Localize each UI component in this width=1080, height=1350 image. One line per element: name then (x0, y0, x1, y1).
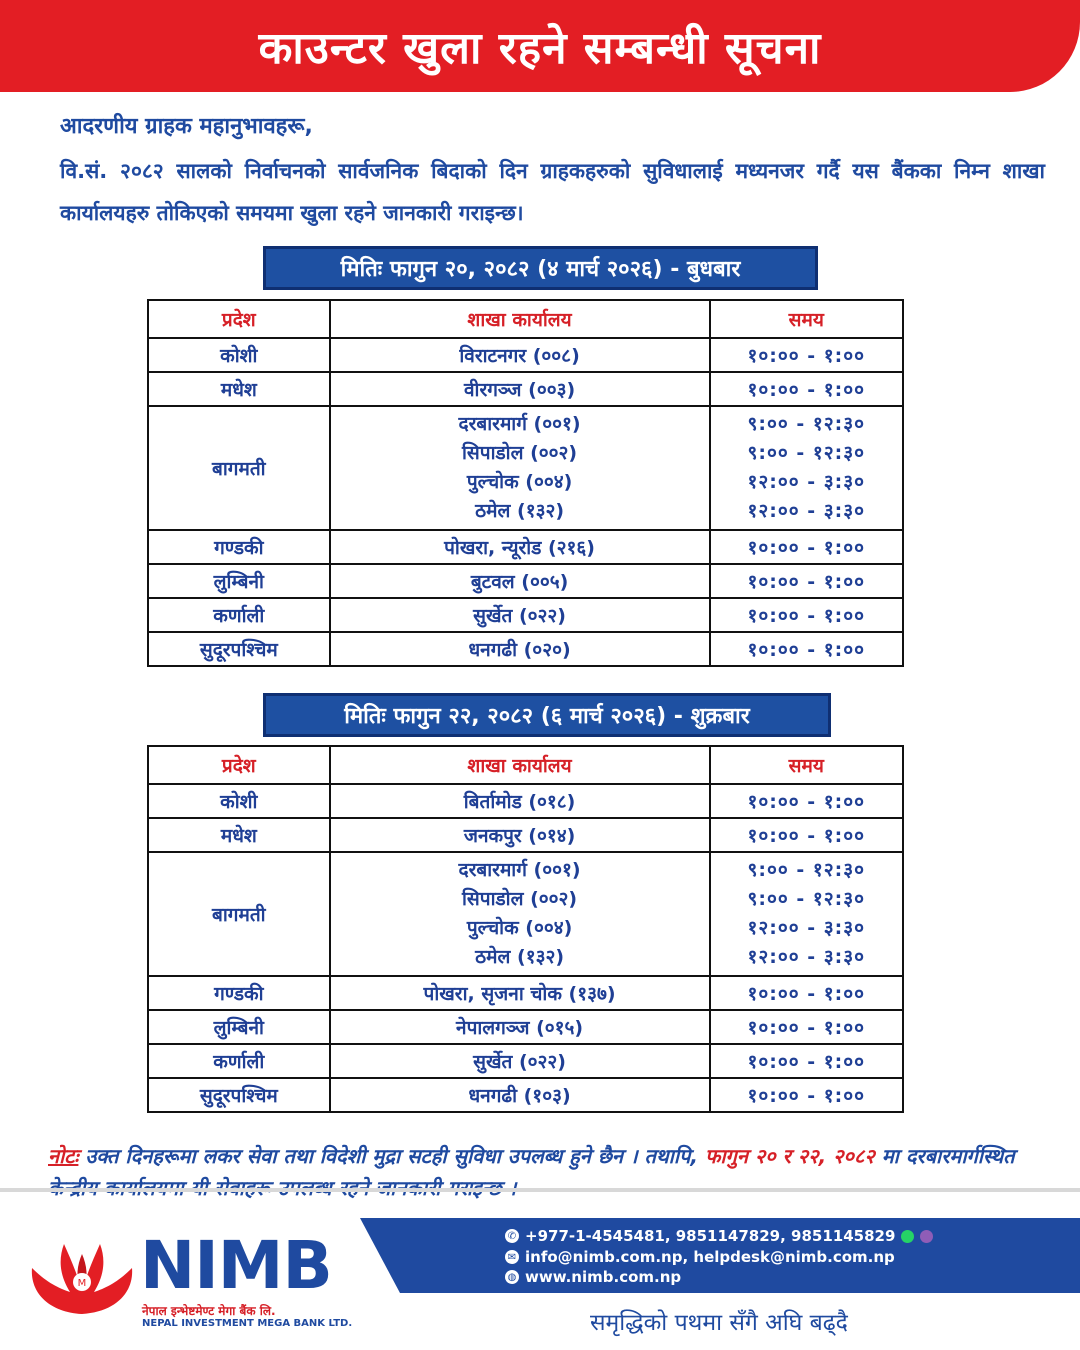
branch-header: शाखा कार्यालय (330, 300, 710, 338)
email-icon: ✉ (505, 1250, 519, 1264)
time-line: १२:०० - ३:३० (747, 917, 865, 939)
contact-phone (505, 1227, 933, 1245)
table-row (148, 1044, 903, 1078)
slogan: समृद्धिको पथमा सँगै अघि बढ्दै (590, 1310, 848, 1336)
table-row (148, 598, 903, 632)
branch-cell: वीरगञ्ज (००३) (330, 372, 710, 406)
note-text-1: उक्त दिनहरूमा लकर सेवा तथा विदेशी मुद्रा सटही सुविधा उपलब्ध हुने छैन । तथापि, (78, 1144, 705, 1168)
branch-line: पुल्चोक (००४) (466, 917, 573, 939)
branch-line: दरबारमार्ग (००१) (458, 413, 581, 435)
branch-cell: पोखरा, न्यूरोड (२१६) (330, 530, 710, 564)
time-line: ९:०० - १२:३० (747, 888, 865, 910)
province-cell: लुम्बिनी (148, 1010, 330, 1044)
header-banner (0, 0, 1080, 92)
branch-cell: सुर्खेत (०२२) (330, 598, 710, 632)
contact-email (505, 1248, 895, 1266)
time-cell: १०:०० - १:०० (710, 976, 904, 1010)
date-badge-2: मितिः फागुन २२, २०८२ (६ मार्च २०२६) - शुक्रबार (263, 693, 831, 737)
province-header: प्रदेश (148, 300, 330, 338)
branch-line: सिपाडोल (००२) (462, 442, 578, 464)
province-cell: कोशी (148, 338, 330, 372)
time-line: १२:०० - ३:३० (747, 500, 865, 522)
table-row (148, 976, 903, 1010)
whatsapp-icon (901, 1230, 914, 1243)
branch-cell: बिर्तामोड (०१८) (330, 784, 710, 818)
province-cell: कर्णाली (148, 1044, 330, 1078)
branch-line: सिपाडोल (००२) (462, 888, 578, 910)
branch-cell: विराटनगर (००८) (330, 338, 710, 372)
time-line: ९:०० - १२:३० (747, 413, 865, 435)
note-label: नोटः (48, 1144, 79, 1168)
province-cell: गण्डकी (148, 530, 330, 564)
time-cell: १०:०० - १:०० (710, 564, 904, 598)
schedule-table-1 (147, 299, 904, 667)
table-row (148, 530, 903, 564)
province-cell: मधेश (148, 372, 330, 406)
branch-cell: धनगढी (०२०) (330, 632, 710, 666)
viber-icon (920, 1230, 933, 1243)
table-row (148, 632, 903, 666)
province-header: प्रदेश (148, 746, 330, 784)
branch-cell: नेपालगञ्ज (०१५) (330, 1010, 710, 1044)
time-header: समय (710, 300, 904, 338)
time-line: ९:०० - १२:३० (747, 859, 865, 881)
time-cell: १०:०० - १:०० (710, 1010, 904, 1044)
note (48, 1140, 1048, 1204)
logo-name-nepali: नेपाल इन्भेष्टमेण्ट मेगा बैंक लि. (142, 1304, 276, 1318)
email-text[interactable]: info@nimb.com.np, helpdesk@nimb.com.np (525, 1248, 895, 1266)
contact-web (505, 1268, 681, 1286)
globe-icon: ◍ (505, 1270, 519, 1284)
time-cell: १०:०० - १:०० (710, 372, 904, 406)
time-cell: १०:०० - १:०० (710, 530, 904, 564)
branch-line: ठमेल (१३२) (475, 500, 565, 522)
note-highlight: फागुन २० र २२, २०८२ (704, 1144, 875, 1168)
date-badge-1: मितिः फागुन २०, २०८२ (४ मार्च २०२६) - बुधबार (263, 246, 818, 290)
table-row (148, 784, 903, 818)
time-cell: १०:०० - १:०० (710, 1078, 904, 1112)
branch-line: पुल्चोक (००४) (466, 471, 573, 493)
branch-cell (330, 852, 710, 976)
footer-divider (0, 1188, 1080, 1192)
province-cell: कर्णाली (148, 598, 330, 632)
province-cell: कोशी (148, 784, 330, 818)
time-cell: १०:०० - १:०० (710, 818, 904, 852)
schedule-table-2 (147, 745, 904, 1113)
branch-header: शाखा कार्यालय (330, 746, 710, 784)
time-line: ९:०० - १२:३० (747, 442, 865, 464)
lotus-logo-icon (28, 1232, 136, 1324)
time-line: १२:०० - ३:३० (747, 471, 865, 493)
greeting: आदरणीय ग्राहक महानुभावहरू, (60, 114, 313, 139)
svg-text:M: M (77, 1278, 87, 1289)
time-header: समय (710, 746, 904, 784)
phone-text[interactable]: +977-1-4545481, 9851147829, 9851145829 (525, 1227, 896, 1245)
web-text[interactable]: www.nimb.com.np (525, 1268, 682, 1286)
branch-line: दरबारमार्ग (००१) (458, 859, 581, 881)
branch-cell: बुटवल (००५) (330, 564, 710, 598)
time-cell (710, 852, 904, 976)
time-cell: १०:०० - १:०० (710, 338, 904, 372)
table-row (148, 406, 903, 530)
province-cell: मधेश (148, 818, 330, 852)
table-row (148, 818, 903, 852)
province-cell: लुम्बिनी (148, 564, 330, 598)
branch-cell: जनकपुर (०१४) (330, 818, 710, 852)
table-row (148, 1078, 903, 1112)
time-cell: १०:०० - १:०० (710, 598, 904, 632)
table-row (148, 852, 903, 976)
time-cell (710, 406, 904, 530)
branch-cell: पोखरा, सृजना चोक (१३७) (330, 976, 710, 1010)
phone-icon: ✆ (505, 1229, 519, 1243)
province-cell: बागमती (148, 406, 330, 530)
table-row (148, 564, 903, 598)
intro-paragraph: वि.सं. २०८२ सालको निर्वाचनको सार्वजनिक बिदाको दिन ग्राहकहरुको सुविधालाई मध्यनजर गर्दै यस बैंकका निम्न शाखा कार्यालयहरु तोकिएको समयमा खुला रहने जानकारी गराइन्छ। (60, 159, 1045, 225)
province-cell: बागमती (148, 852, 330, 976)
time-cell: १०:०० - १:०० (710, 1044, 904, 1078)
page-title: काउन्टर खुला रहने सम्बन्धी सूचना (258, 23, 822, 74)
time-cell: १०:०० - १:०० (710, 784, 904, 818)
table-row (148, 338, 903, 372)
table-row (148, 1010, 903, 1044)
branch-cell: सुर्खेत (०२२) (330, 1044, 710, 1078)
branch-cell (330, 406, 710, 530)
time-cell: १०:०० - १:०० (710, 632, 904, 666)
branch-line: ठमेल (१३२) (475, 946, 565, 968)
logo-wordmark: NIMB (140, 1227, 332, 1304)
note-text-2: मा दरबारमार्गस्थित (881, 1144, 1015, 1168)
branch-cell: धनगढी (१०३) (330, 1078, 710, 1112)
logo-name-english: NEPAL INVESTMENT MEGA BANK LTD. (142, 1318, 353, 1329)
province-cell: सुदूरपश्चिम (148, 632, 330, 666)
province-cell: सुदूरपश्चिम (148, 1078, 330, 1112)
province-cell: गण्डकी (148, 976, 330, 1010)
table-row (148, 372, 903, 406)
time-line: १२:०० - ३:३० (747, 946, 865, 968)
